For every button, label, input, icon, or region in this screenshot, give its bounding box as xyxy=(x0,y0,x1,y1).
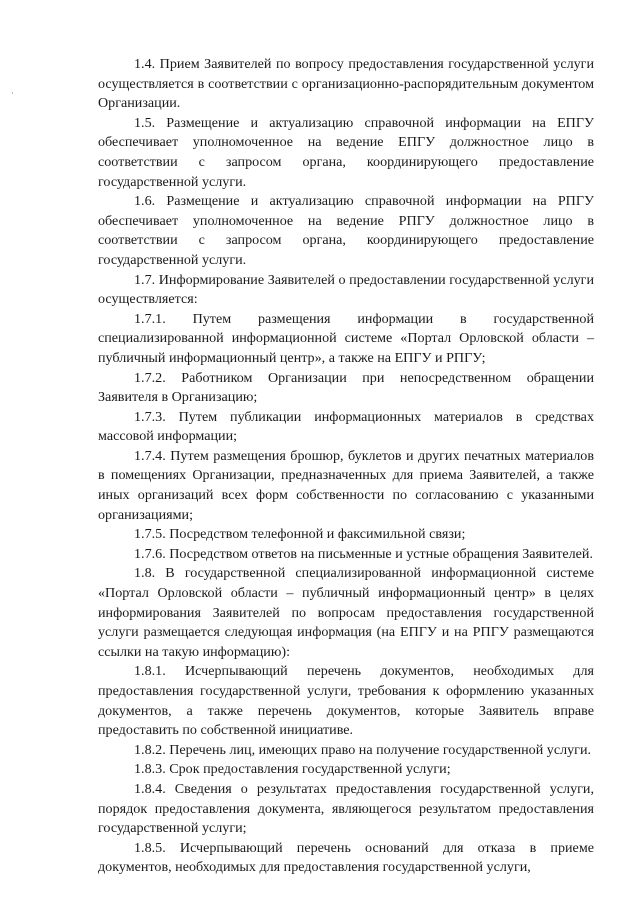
paragraph-1-8-3: 1.8.3. Срок предоставления государственной услуги; xyxy=(134,761,451,778)
paragraph-1-7-4: 1.7.4. Путем размещения брошюр, буклетов и других печатных материалов в помещениях Организации, предназначенных для приема Заявителей, а также иных организаций всех форм собственности по согласованию с указанными организациями; xyxy=(98,447,594,523)
paragraph-1-7: 1.7. Информирование Заявителей о предоставлении государственной услуги осуществляется: xyxy=(98,271,594,308)
margin-mark xyxy=(12,92,13,94)
paragraph-1-7-3: 1.7.3. Путем публикации информационных материалов в средствах массовой информации; xyxy=(98,408,594,445)
paragraph-1-8-2: 1.8.2. Перечень лиц, имеющих право на получение государственной услуги. xyxy=(134,741,592,758)
paragraph-1-7-2: 1.7.2. Работником Организации при непосредственном обращении Заявителя в Организацию; xyxy=(98,369,594,406)
paragraph-1-7-1: 1.7.1. Путем размещения информации в государственной специализированной информационной системе «Портал Орловской области – публичный информационный центр», а также на ЕПГУ и РПГУ; xyxy=(98,310,594,366)
paragraph-1-8-5: 1.8.5. Исчерпывающий перечень оснований для отказа в приеме документов, необходимых для предоставления государственной услуги, xyxy=(98,839,594,876)
paragraph-1-4: 1.4. Прием Заявителей по вопросу предоставления государственной услуги осуществляется в соответствии с организационно-распорядительным документом Организации. xyxy=(98,56,594,112)
paragraph-1-8: 1.8. В государственной специализированной информационной системе «Портал Орловской области – публичный информационный центр» в целях информирования Заявителей по вопросам предоставления государственной услуги размещается следующая информация (на ЕПГУ и на РПГУ размещаются ссылки на такую информацию): xyxy=(98,565,594,660)
paragraph-1-8-1: 1.8.1. Исчерпывающий перечень документов, необходимых для предоставления государственной услуги, требования к оформлению указанных документов, а также перечень документов, которые Заявитель вправе предоставить по собственной инициативе. xyxy=(98,663,594,739)
document-page xyxy=(98,55,594,878)
paragraph-1-8-4: 1.8.4. Сведения о результатах предоставления государственной услуги, порядок предоставления документа, являющегося результатом предоставления государственной услуги; xyxy=(98,780,594,837)
paragraph-1-6: 1.6. Размещение и актуализацию справочной информации на РПГУ обеспечивает уполномоченное на ведение РПГУ должностное лицо в соответствии с запросом органа, координирующего предоставление государственной услуги. xyxy=(98,193,594,268)
paragraph-1-5: 1.5. Размещение и актуализацию справочной информации на ЕПГУ обеспечивает уполномоченное на ведение ЕПГУ должностное лицо в соответствии с запросом органа, координирующего предоставление государственной услуги. xyxy=(98,114,594,190)
paragraph-1-7-5: 1.7.5. Посредством телефонной и факсимильной связи; xyxy=(134,526,466,543)
paragraph-1-7-6: 1.7.6. Посредством ответов на письменные и устные обращения Заявителей. xyxy=(134,545,593,562)
